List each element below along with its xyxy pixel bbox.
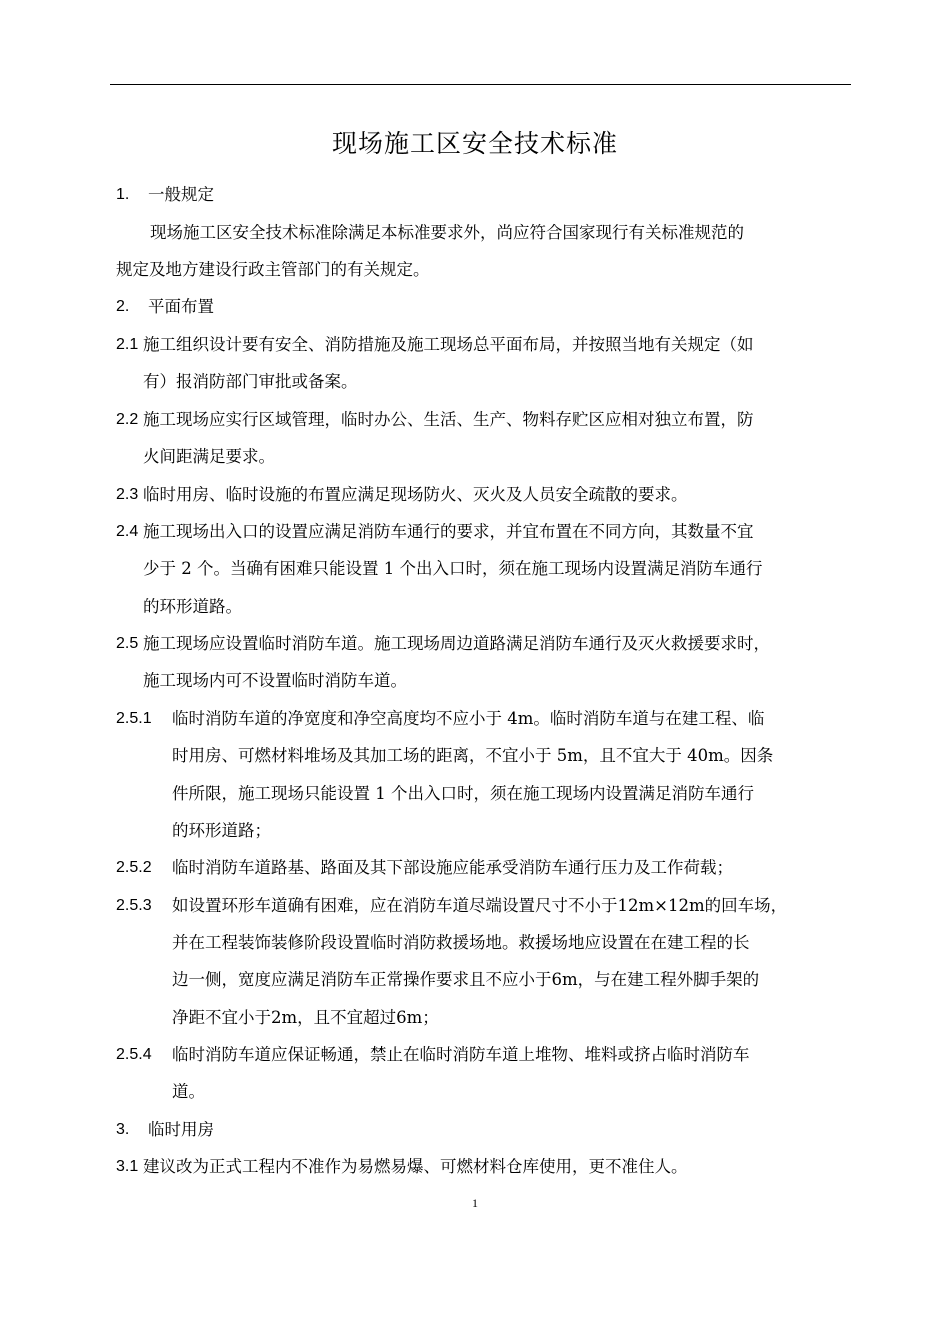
item-line: 施工现场应实行区域管理，临时办公、生活、生产、物料存贮区应相对独立布置，防: [143, 410, 754, 429]
section-heading: 一般规定: [148, 186, 214, 204]
subitem-line: 的环形道路；: [172, 821, 271, 840]
subitem-line: 道。: [172, 1082, 205, 1101]
paragraph-line: 规定及地方建设行政主管部门的有关规定。: [116, 260, 430, 279]
item-line: 少于 2 个。当确有困难只能设置 1 个出入口时，须在施工现场内设置满足消防车通行: [143, 559, 763, 578]
subitem-line: 并在工程装饰装修阶段设置临时消防救援场地。救援场地应设置在在建工程的长: [172, 933, 750, 952]
item-line: 施工现场内可不设置临时消防车道。: [143, 671, 407, 690]
item-number: 3.1: [116, 1158, 139, 1175]
item-number: 2.5: [116, 635, 139, 652]
section-heading: 临时用房: [148, 1121, 214, 1139]
header-rule: [110, 84, 851, 85]
item-line: 施工现场出入口的设置应满足消防车通行的要求，并宜布置在不同方向，其数量不宜: [143, 522, 754, 541]
item-line: 的环形道路。: [143, 597, 242, 616]
section-number: 2.: [116, 298, 130, 315]
page-title: 现场施工区安全技术标准: [331, 129, 618, 158]
subitem-number: 2.5.4: [116, 1046, 152, 1063]
item-line: 临时用房、临时设施的布置应满足现场防火、灭火及人员安全疏散的要求。: [143, 485, 688, 504]
section-number: 1.: [116, 186, 130, 203]
section-heading: 平面布置: [148, 298, 214, 316]
section-number: 3.: [116, 1121, 130, 1138]
subitem-number: 2.5.3: [116, 897, 152, 914]
item-line: 火间距满足要求。: [143, 447, 275, 466]
item-line: 建议改为正式工程内不准作为易燃易爆、可燃材料仓库使用，更不准住人。: [143, 1157, 688, 1176]
page-number: 1: [472, 1196, 478, 1210]
subitem-line: 件所限，施工现场只能设置 1 个出入口时，须在施工现场内设置满足消防车通行: [172, 784, 754, 803]
item-line: 施工组织设计要有安全、消防措施及施工现场总平面布局，并按照当地有关规定（如: [143, 335, 754, 354]
subitem-line: 临时消防车道的净宽度和净空高度均不应小于 4m。临时消防车道与在建工程、临: [172, 709, 765, 728]
subitem-line: 如设置环形车道确有困难，应在消防车道尽端设置尺寸不小于12m×12m的回车场，: [172, 896, 788, 915]
subitem-line: 净距不宜小于2m，且不宜超过6m；: [172, 1008, 439, 1027]
subitem-number: 2.5.2: [116, 859, 152, 876]
item-number: 2.3: [116, 486, 139, 503]
subitem-line: 临时消防车道应保证畅通，禁止在临时消防车道上堆物、堆料或挤占临时消防车: [172, 1045, 750, 1064]
subitem-line: 时用房、可燃材料堆场及其加工场的距离，不宜小于 5m，且不宜大于 40m。因条: [172, 746, 774, 765]
paragraph-line: 现场施工区安全技术标准除满足本标准要求外，尚应符合国家现行有关标准规范的: [150, 223, 744, 242]
item-number: 2.1: [116, 336, 139, 353]
item-number: 2.4: [116, 523, 139, 540]
item-number: 2.2: [116, 411, 139, 428]
subitem-line: 临时消防车道路基、路面及其下部设施应能承受消防车通行压力及工作荷载；: [172, 858, 733, 877]
subitem-number: 2.5.1: [116, 710, 152, 727]
item-line: 有）报消防部门审批或备案。: [143, 372, 358, 391]
item-line: 施工现场应设置临时消防车道。施工现场周边道路满足消防车通行及灭火救援要求时，: [143, 634, 770, 653]
subitem-line: 边一侧，宽度应满足消防车正常操作要求且不应小于6m，与在建工程外脚手架的: [172, 970, 760, 989]
